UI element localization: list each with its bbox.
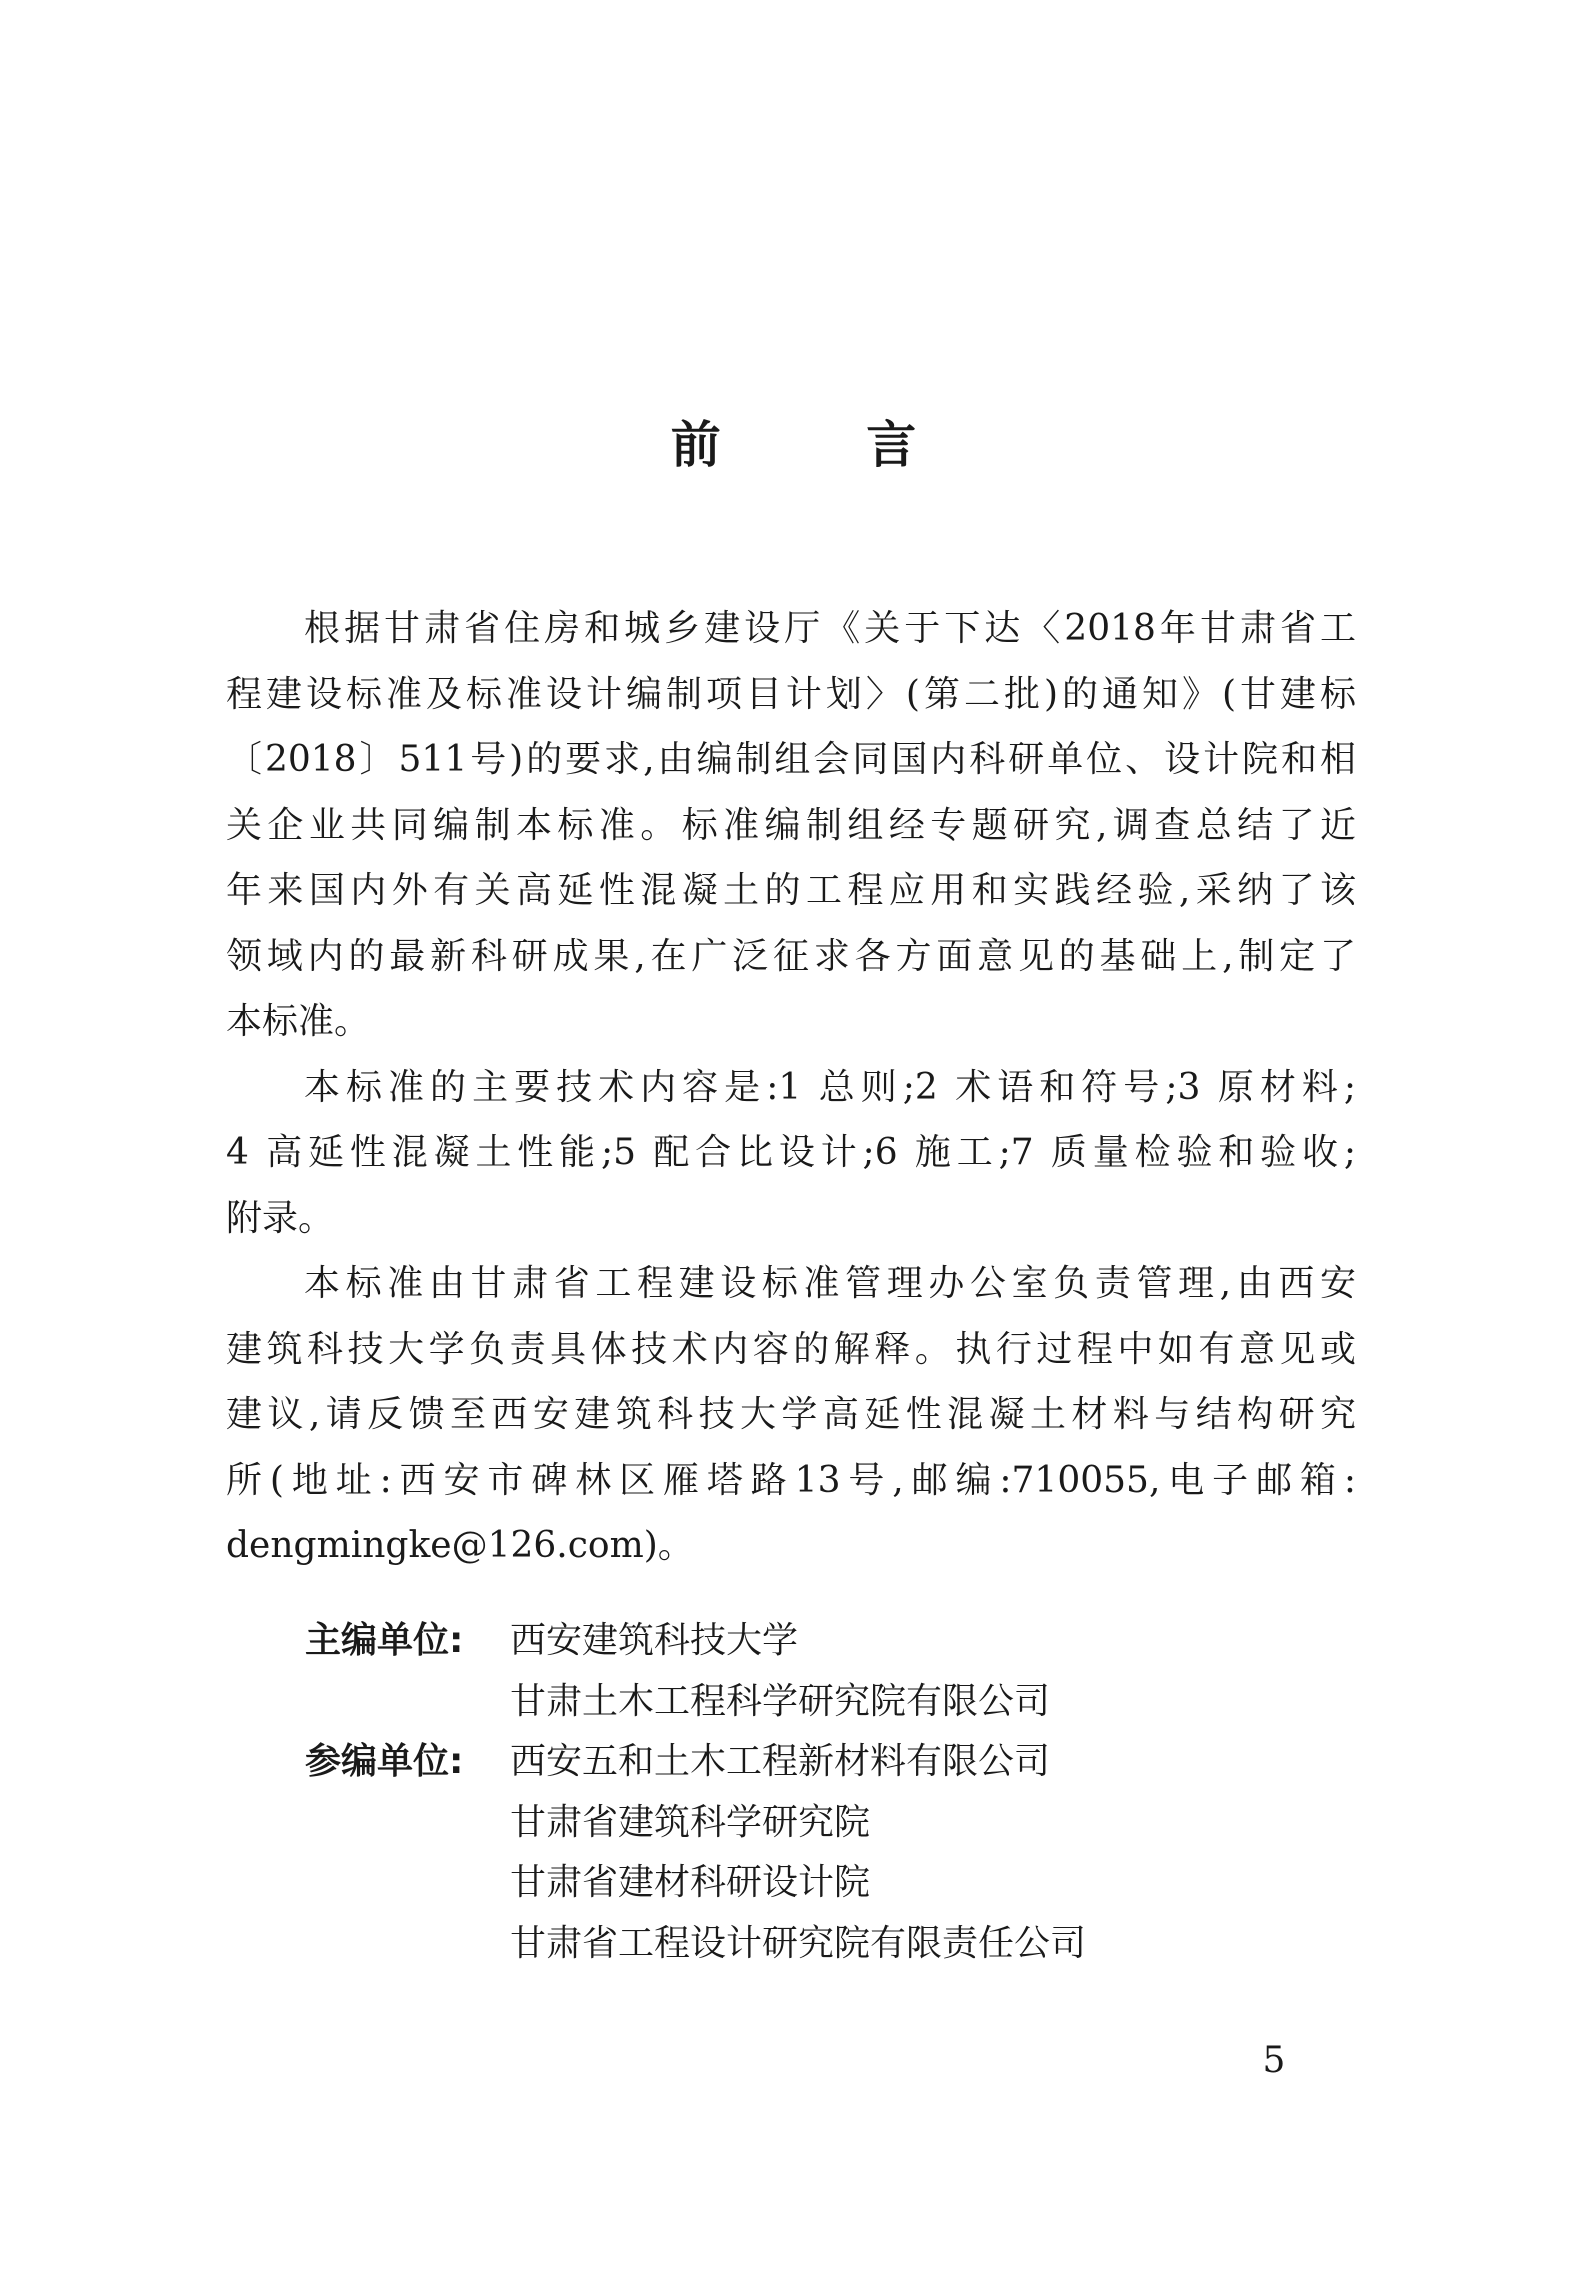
- unit-row: [305, 1853, 1305, 1914]
- unit-role-label: [305, 1672, 510, 1733]
- unit-name: 西安五和土木工程新材料有限公司: [510, 1741, 1051, 1782]
- editorial-units: [305, 1611, 1305, 1974]
- body-line: 本标准的主要技术内容是:1 总则;2 术语和符号;3 原材料;: [304, 1066, 1356, 1108]
- body-line: dengmingke@126.com)。: [226, 1525, 694, 1566]
- body-line: 年来国内外有关高延性混凝土的工程应用和实践经验,采纳了该: [226, 870, 1356, 911]
- page-number: 5: [1262, 2040, 1286, 2081]
- unit-name: 甘肃省建筑科学研究院: [510, 1801, 871, 1843]
- body-line: 关企业共同编制本标准。标准编制组经专题研究,调查总结了近: [226, 804, 1356, 846]
- unit-name: 甘肃土木工程科学研究院有限公司: [510, 1680, 1051, 1722]
- unit-role-label: [305, 1793, 510, 1854]
- unit-name: 西安建筑科技大学: [510, 1620, 799, 1661]
- body-line: 所(地址:西安市碑林区雁塔路13号,邮编:710055,电子邮箱:: [226, 1459, 1356, 1501]
- unit-role-label: [305, 1853, 510, 1914]
- body-line: 〔2018〕511号)的要求,由编制组会同国内科研单位、设计院和相: [226, 739, 1356, 780]
- unit-role-label: 主编单位:: [305, 1620, 464, 1661]
- body-line: 4 高延性混凝土性能;5 配合比设计;6 施工;7 质量检验和验收;: [226, 1132, 1356, 1173]
- body-line: 本标准。: [226, 1001, 371, 1042]
- unit-name: 甘肃省建材科研设计院: [510, 1862, 871, 1903]
- unit-role-label: 参编单位:: [305, 1741, 464, 1782]
- unit-row: [305, 1611, 1305, 1672]
- body-line: 领域内的最新科研成果,在广泛征求各方面意见的基础上,制定了: [226, 935, 1356, 977]
- body-line: 附录。: [226, 1197, 335, 1239]
- unit-role-label: [305, 1914, 510, 1975]
- body-line: 建议,请反馈至西安建筑科技大学高延性混凝土材料与结构研究: [226, 1394, 1356, 1435]
- body-line: 根据甘肃省住房和城乡建设厅《关于下达〈2018年甘肃省工: [304, 608, 1356, 649]
- preface-body: [226, 596, 1356, 1579]
- unit-row: [305, 1732, 1305, 1793]
- page-title: 前 言: [670, 416, 981, 474]
- body-line: 本标准由甘肃省工程建设标准管理办公室负责管理,由西安: [304, 1263, 1356, 1304]
- body-line: 建筑科技大学负责具体技术内容的解释。执行过程中如有意见或: [226, 1328, 1356, 1370]
- body-line: 程建设标准及标准设计编制项目计划〉(第二批)的通知》(甘建标: [226, 673, 1356, 715]
- unit-name: 甘肃省工程设计研究院有限责任公司: [510, 1922, 1087, 1964]
- unit-row: [305, 1793, 1305, 1854]
- unit-row: [305, 1672, 1305, 1733]
- unit-row: [305, 1914, 1305, 1975]
